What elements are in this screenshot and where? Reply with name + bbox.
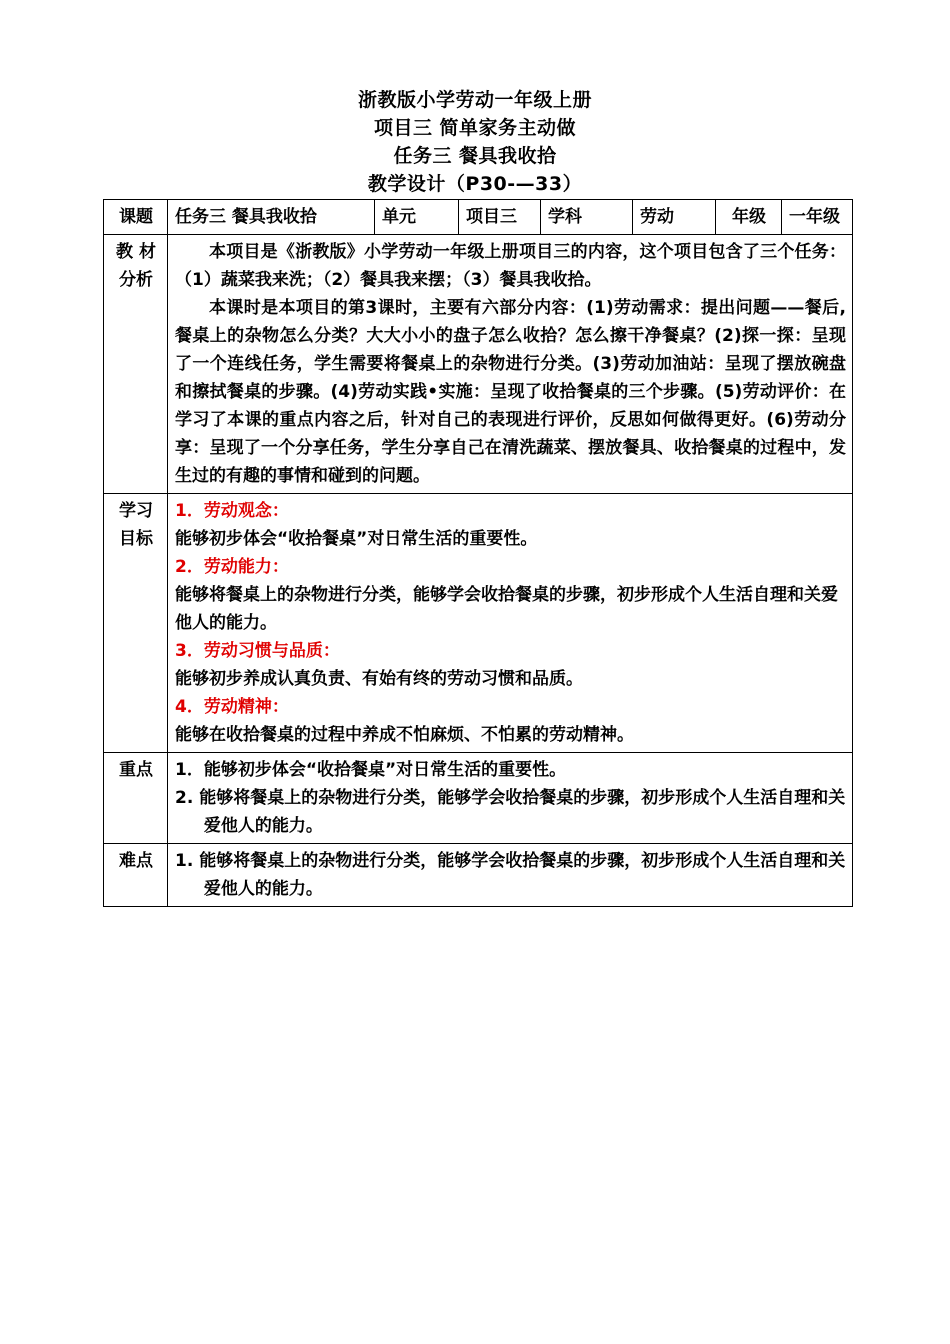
goal-body-spirit: 能够在收拾餐桌的过程中养成不怕麻烦、不怕累的劳动精神。 bbox=[175, 725, 634, 745]
xueke-label: 学科 bbox=[541, 200, 633, 235]
key-points-label: 重点 bbox=[104, 753, 168, 844]
material-analysis-paragraph: 本课时是本项目的第3课时，主要有六部分内容：(1)劳动需求：提出问题——餐后,餐桌上的杂物怎么分类？大大小小的盘子怎么收拾？怎么擦干净餐桌？(2)探一探：呈现了一个连线任务，学生需要将餐桌上的杂物进行分类。(3)劳动加油站：呈现了摆放碗盘和擦拭餐桌的步骤。(4)劳动实践•实施：呈现了收拾餐桌的三个步骤。(5)劳动评价：在学习了本课的重点内容之后，针对自己的表现进行评价，反思如何做得更好。(6)劳动分享：呈现了一个分享任务，学生分享自己在清洗蔬菜、摆放餐具、收拾餐桌的过程中，发生过的有趣的事情和碰到的问题。 bbox=[175, 298, 846, 486]
goal-heading-concept: 1．劳动观念： bbox=[175, 501, 289, 521]
material-analysis-label-line2: 分析 bbox=[119, 270, 153, 290]
goal-heading-habit: 3．劳动习惯与品质： bbox=[175, 641, 340, 661]
material-analysis-content bbox=[168, 235, 853, 494]
material-analysis-paragraph: 本项目是《浙教版》小学劳动一年级上册项目三的内容，这个项目包含了三个任务：（1）蔬菜我来洗；（2）餐具我来摆；（3）餐具我收拾。 bbox=[175, 242, 846, 290]
material-analysis-label-line1: 教 材 bbox=[116, 242, 156, 262]
learning-goals-label-line2: 目标 bbox=[119, 529, 153, 549]
learning-goals-label-line1: 学习 bbox=[119, 501, 153, 521]
difficult-points-content bbox=[168, 844, 853, 907]
key-points-content bbox=[168, 753, 853, 844]
table-row-key-points bbox=[104, 753, 853, 844]
keti-value: 任务三 餐具我收拾 bbox=[168, 200, 375, 235]
lesson-plan-table bbox=[103, 199, 853, 907]
goal-body-ability: 能够将餐桌上的杂物进行分类，能够学会收拾餐桌的步骤，初步形成个人生活自理和关爱他人的能力。 bbox=[175, 585, 838, 633]
goal-body-concept: 能够初步体会“收拾餐桌”对日常生活的重要性。 bbox=[175, 529, 538, 549]
goal-heading-ability: 2．劳动能力： bbox=[175, 557, 289, 577]
title-line-design-pages: 教学设计（P30-—33） bbox=[367, 173, 583, 195]
title-line-project: 项目三 简单家务主动做 bbox=[373, 117, 577, 139]
difficult-points-label: 难点 bbox=[104, 844, 168, 907]
title-line-task: 任务三 餐具我收拾 bbox=[393, 145, 557, 167]
title-line-edition: 浙教版小学劳动一年级上册 bbox=[357, 89, 592, 111]
keti-label: 课题 bbox=[104, 200, 168, 235]
xueke-value: 劳动 bbox=[633, 200, 716, 235]
danyuan-value: 项目三 bbox=[459, 200, 541, 235]
danyuan-label: 单元 bbox=[375, 200, 459, 235]
difficult-point-item: 1. 能够将餐桌上的杂物进行分类，能够学会收拾餐桌的步骤，初步形成个人生活自理和关爱他人的能力。 bbox=[175, 851, 846, 899]
table-row-header bbox=[104, 200, 853, 235]
document-title-block bbox=[0, 0, 950, 198]
nianji-label: 年级 bbox=[716, 200, 782, 235]
key-point-item: 2. 能够将餐桌上的杂物进行分类，能够学会收拾餐桌的步骤，初步形成个人生活自理和关爱他人的能力。 bbox=[175, 788, 846, 836]
nianji-value: 一年级 bbox=[782, 200, 853, 235]
learning-goals-label bbox=[104, 494, 168, 753]
table-row-material-analysis bbox=[104, 235, 853, 494]
learning-goals-content bbox=[168, 494, 853, 753]
goal-body-habit: 能够初步养成认真负责、有始有终的劳动习惯和品质。 bbox=[175, 669, 583, 689]
table-row-difficult-points bbox=[104, 844, 853, 907]
key-point-item: 1．能够初步体会“收拾餐桌”对日常生活的重要性。 bbox=[175, 760, 567, 780]
goal-heading-spirit: 4．劳动精神： bbox=[175, 697, 289, 717]
table-row-learning-goals bbox=[104, 494, 853, 753]
material-analysis-label bbox=[104, 235, 168, 494]
